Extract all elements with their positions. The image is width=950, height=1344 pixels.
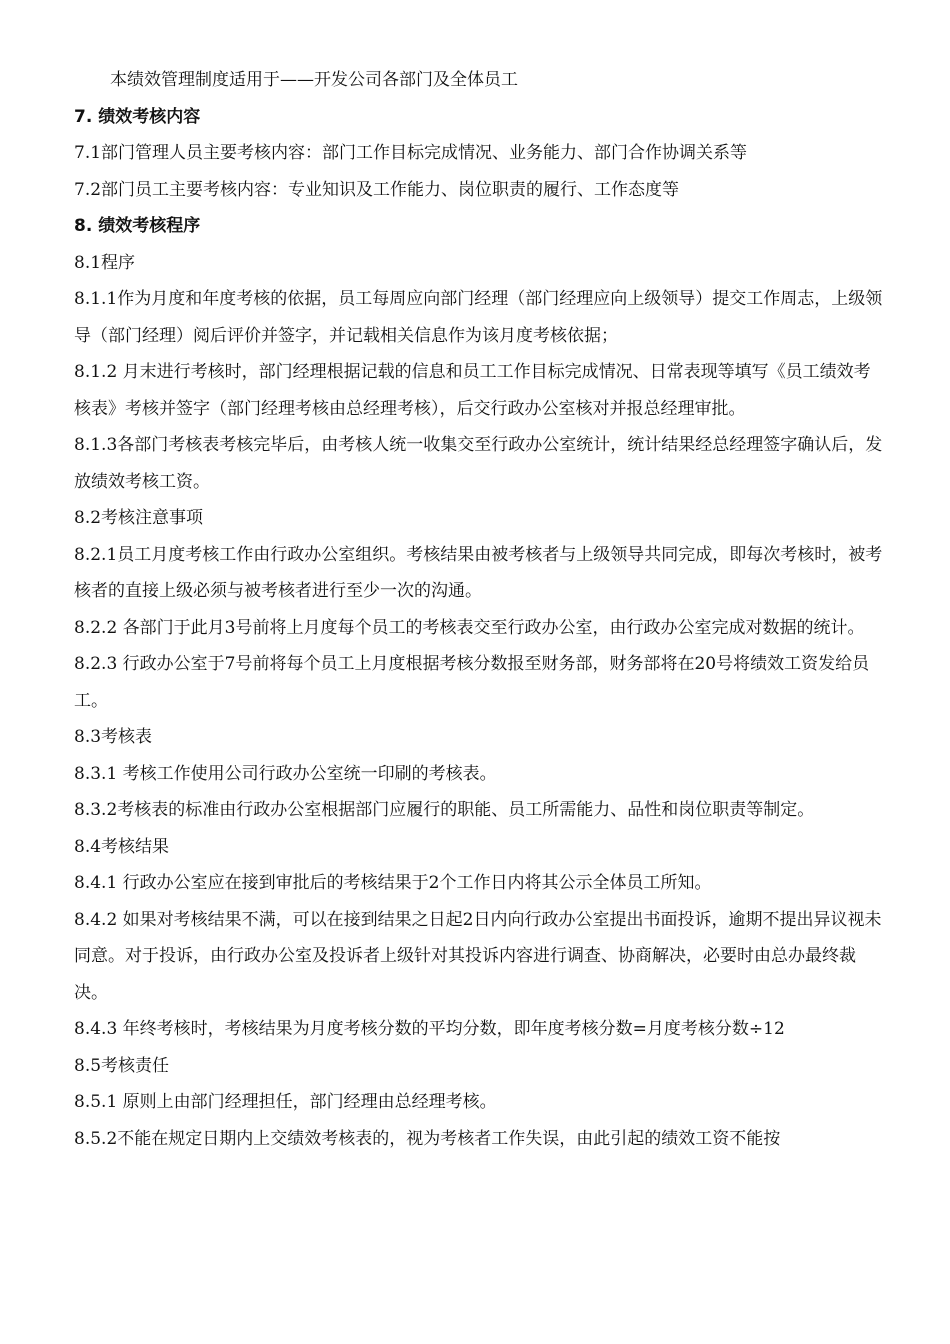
clause-7-2: 7.2部门员工主要考核内容：专业知识及工作能力、岗位职责的履行、工作态度等 [74, 179, 680, 200]
clause-8-5-1: 8.5.1 原则上由部门经理担任，部门经理由总经理考核。 [74, 1092, 497, 1112]
subsection-8-5-title: 8.5考核责任 [74, 1055, 170, 1076]
subsection-8-1-title: 8.1程序 [74, 252, 136, 273]
section-7-heading: 7. 绩效考核内容 [74, 106, 201, 127]
clause-8-1-1: 8.1.1作为月度和年度考核的依据，员工每周应向部门经理（部门经理应向上级领导）提交工作周志，上级领导（部门经理）阅后评价并签字，并记载相关信息作为该月度考核依据； [74, 289, 883, 346]
subsection-8-2-title: 8.2考核注意事项 [74, 508, 204, 528]
intro-paragraph: 本绩效管理制度适用于——开发公司各部门及全体员工 [110, 70, 518, 90]
clause-8-4-1: 8.4.1 行政办公室应在接到审批后的考核结果于2个工作日内将其公示全体员工所知。 [74, 873, 712, 893]
clause-8-1-3: 8.1.3各部门考核表考核完毕后，由考核人统一收集交至行政办公室统计，统计结果经总经理签字确认后，发放绩效考核工资。 [74, 435, 883, 492]
subsection-8-3-title: 8.3考核表 [74, 727, 153, 747]
clause-8-4-2: 8.4.2 如果对考核结果不满，可以在接到结果之日起2日内向行政办公室提出书面投诉，逾期不提出异议视未同意。对于投诉，由行政办公室及投诉者上级针对其投诉内容进行调查、协商解决，必要时由总办最终裁决。 [74, 909, 882, 1003]
clause-8-2-3: 8.2.3 行政办公室于7号前将每个员工上月度根据考核分数报至财务部，财务部将在20号将绩效工资发给员工。 [74, 654, 870, 711]
clause-8-2-1: 8.2.1员工月度考核工作由行政办公室组织。考核结果由被考核者与上级领导共同完成，即每次考核时，被考核者的直接上级必须与被考核者进行至少一次的沟通。 [74, 544, 883, 601]
clause-8-5-2: 8.5.2不能在规定日期内上交绩效考核表的，视为考核者工作失误，由此引起的绩效工资不能按 [74, 1128, 781, 1149]
section-8-heading: 8. 绩效考核程序 [74, 216, 201, 236]
clause-8-4-3: 8.4.3 年终考核时，考核结果为月度考核分数的平均分数，即年度考核分数=月度考核分数÷12 [74, 1019, 785, 1039]
clause-8-3-2: 8.3.2考核表的标准由行政办公室根据部门应履行的职能、员工所需能力、品性和岗位职责等制定。 [74, 800, 815, 820]
clause-8-3-1: 8.3.1 考核工作使用公司行政办公室统一印刷的考核表。 [74, 763, 497, 784]
subsection-8-4-title: 8.4考核结果 [74, 836, 170, 857]
clause-7-1: 7.1部门管理人员主要考核内容：部门工作目标完成情况、业务能力、部门合作协调关系等 [74, 143, 748, 163]
clause-8-2-2: 8.2.2 各部门于此月3号前将上月度每个员工的考核表交至行政办公室，由行政办公室完成对数据的统计。 [74, 617, 865, 638]
clause-8-1-2: 8.1.2 月末进行考核时，部门经理根据记载的信息和员工工作目标完成情况、日常表现等填写《员工绩效考核表》考核并签字（部门经理考核由总经理考核），后交行政办公室核对并报总经理审批。 [74, 362, 871, 419]
